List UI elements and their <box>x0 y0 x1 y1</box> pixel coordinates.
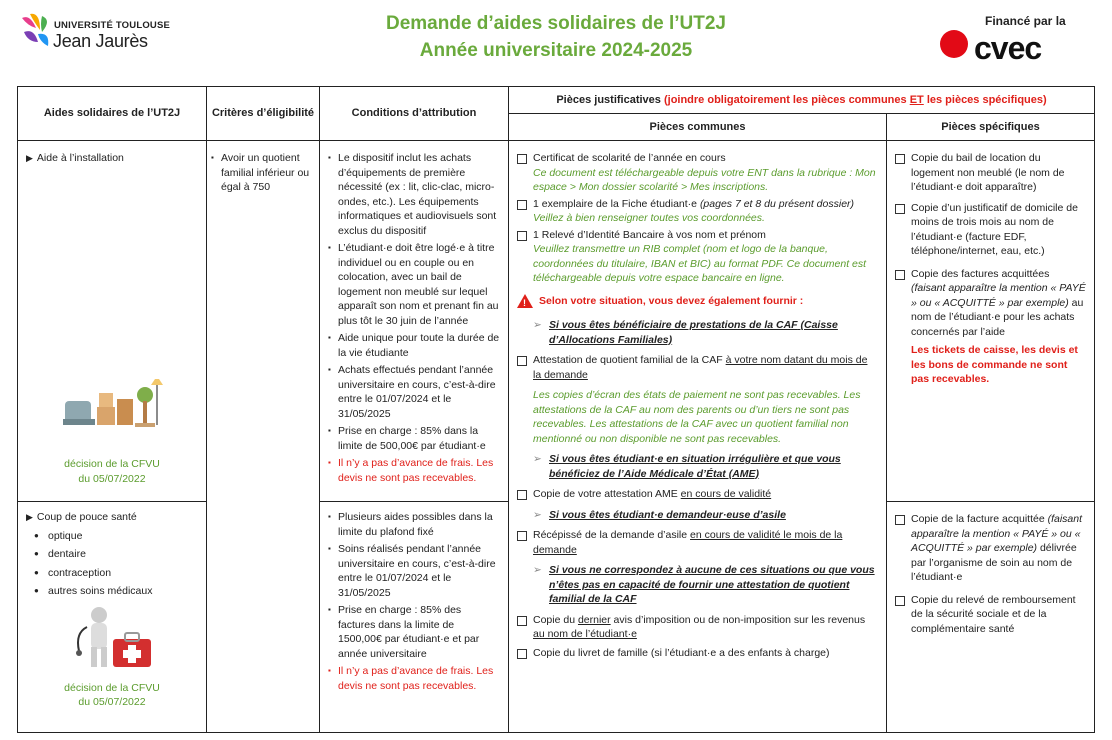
logo-line-2: Jean Jaurès <box>53 31 148 51</box>
condition-item: ▪ Prise en charge : 85% dans la limite de 500,00€ par étudiant·e <box>328 424 500 453</box>
piece-bail[interactable]: Copie du bail de location du logement non meublé (le nom de l’étudiant·e doit apparaître) <box>895 151 1086 195</box>
checkbox-icon[interactable] <box>895 515 905 525</box>
decision-cfvu-1: décision de la CFVU du 05/07/2022 <box>64 458 160 485</box>
condition-warning: ▪ Il n’y a pas d’avance de frais. Les devis ne sont pas recevables. <box>328 664 500 693</box>
arrow-right-icon: ➢ <box>533 453 542 465</box>
sante-item: ● contraception <box>34 566 198 581</box>
checkbox-icon[interactable] <box>517 154 527 164</box>
piece-justificatif-domicile[interactable]: Copie d’un justificatif de domicile de moins de trois mois au nom de l’étudiant·e (facture EDF, téléphone/internet, eau, etc.) <box>895 201 1086 259</box>
checkbox-icon[interactable] <box>517 616 527 626</box>
university-logo[interactable] <box>20 10 180 54</box>
sante-item: ● optique <box>34 529 198 544</box>
header-specifiques: Pièces spécifiques <box>887 114 1095 141</box>
condition-item: ▪ Achats effectués pendant l’année universitaire en cours, c’est-à-dire entre le 01/07/2024 et le 31/05/2025 <box>328 363 500 421</box>
piece-asile[interactable]: Récépissé de la demande d’asile en cours de validité le mois de la demande <box>517 528 878 557</box>
checkbox-icon[interactable] <box>517 231 527 241</box>
condition-item: ▪ Aide unique pour toute la durée de la vie étudiante <box>328 331 500 360</box>
pieces-communes-cell <box>509 141 887 733</box>
no-situation: ➢ Si vous ne correspondez à aucune de ces situations ou que vous n’êtes pas en capacité de fournir une attestation de quotient familial de la CAF <box>533 564 875 605</box>
triangle-right-icon: ▶ <box>26 512 33 522</box>
header-pieces-note: (joindre obligatoirement les pièces communes ET les pièces spécifiques) <box>663 93 1047 106</box>
decision-cfvu-2: décision de la CFVU du 05/07/2022 <box>64 681 160 708</box>
header-communes: Pièces communes <box>509 114 887 141</box>
aide-installation-title: ▶ Aide à l’installation <box>26 152 124 164</box>
piece-ame[interactable]: Copie de votre attestation AME en cours de validité <box>517 487 878 502</box>
piece-fiche-etudiant[interactable]: 1 exemplaire de la Fiche étudiant·e (pages 7 et 8 du présent dossier) Veillez à bien renseigner toutes vos coordonnées. <box>517 197 878 226</box>
sante-item: ● autres soins médicaux <box>34 584 198 599</box>
piece-imposition[interactable]: Copie du dernier avis d’imposition ou de non-imposition sur les revenus au nom de l’étudiant·e <box>517 613 878 642</box>
piece-factures[interactable]: Copie des factures acquittées (faisant apparaître la mention « PAYÉ » ou « ACQUITTÉ » par exemple) au nom de l’étudiant·e pour les achats concernés par l’aide Les tickets de caisse, les devis et les bons de commande ne sont pas recevables. <box>895 267 1086 387</box>
condition-warning: ▪ Il n’y a pas d’avance de frais. Les devis ne sont pas recevables. <box>328 456 500 485</box>
checkbox-icon[interactable] <box>895 154 905 164</box>
checkbox-icon[interactable] <box>895 596 905 606</box>
aide-sante-title: ▶ Coup de pouce santé <box>26 511 137 523</box>
condition-item: ▪ L’étudiant·e doit être logé·e à titre individuel ou en couple ou en colocation, avec un bail de logement non meublé sur lequel apparaît son nom et prenant fin au plus tôt le 30 juin de l’année <box>328 241 500 328</box>
specifiques-installation-cell <box>887 141 1095 502</box>
checkbox-icon[interactable] <box>895 204 905 214</box>
aide-sante-cell <box>18 502 207 733</box>
cvec-logo[interactable] <box>940 12 1090 66</box>
aid-table <box>17 86 1095 733</box>
header-pieces-label: Pièces justificatives <box>556 93 661 106</box>
header-criteres: Critères d’éligibilité <box>207 87 320 141</box>
warning-icon: ! <box>517 294 533 308</box>
situation-warning: ! Selon votre situation, vous devez également fournir : <box>517 294 878 309</box>
funded-by-label: Financé par la <box>985 14 1066 28</box>
title-line-1: Demande d’aides solidaires de l’UT2J <box>385 13 726 34</box>
checkbox-icon[interactable] <box>517 490 527 500</box>
condition-item: ▪ Le dispositif inclut les achats d’équipements de première nécessité (ex : lit, clic-clac, micro-ondes, etc.). Les équipements informatiques et audiovisuels sont exclus du dispositif <box>328 151 500 238</box>
arrow-right-icon: ➢ <box>533 508 542 521</box>
piece-rib[interactable]: 1 Relevé d’Identité Bancaire à vos nom et prénom Veuillez transmettre un RIB complet (nom et logo de la banque, coordonnées du titulaire, IBAN et BIC) au format PDF. Ce document est téléchargeable depuis votre espace bancaire en ligne. <box>517 228 878 286</box>
arrow-right-icon: ➢ <box>533 564 542 576</box>
piece-releve-remboursement[interactable]: Copie du relevé de remboursement de la sécurité sociale et de la complémentaire santé <box>895 593 1086 637</box>
health-illustration <box>67 603 157 675</box>
checkbox-icon[interactable] <box>517 356 527 366</box>
aide-installation-cell <box>18 141 207 502</box>
condition-item: ▪ Soins réalisés pendant l’année universitaire en cours, c’est-à-dire entre le 01/07/2024 et le 31/05/2025 <box>328 542 500 600</box>
page-title <box>300 10 812 64</box>
critere-item: ▪ Avoir un quotient familial inférieur ou égal à 750 <box>211 151 313 195</box>
asylum-situation: ➢ Si vous êtes étudiant·e demandeur·euse d’asile <box>533 508 786 521</box>
cvec-wordmark: cvec <box>974 30 1042 66</box>
sante-item: ● dentaire <box>34 547 198 562</box>
header-conditions: Conditions d’attribution <box>320 87 509 141</box>
piece-livret-famille[interactable]: Copie du livret de famille (si l’étudiant·e a des enfants à charge) <box>517 646 878 661</box>
checkbox-icon[interactable] <box>517 200 527 210</box>
header-aides: Aides solidaires de l’UT2J <box>18 87 207 141</box>
triangle-right-icon: ▶ <box>26 153 33 163</box>
caf-situation: ➢ Si vous êtes bénéficiaire de prestations de la CAF (Caisse d’Allocations Familiales) <box>533 319 838 346</box>
cvec-dot-icon <box>940 30 968 58</box>
piece-quotient-caf[interactable]: Attestation de quotient familial de la CAF à votre nom datant du mois de la demande Les copies d’écran des états de paiement ne sont pas recevables. Les attestations de la CAF au nom des parents ou d’un tiers ne sont pas recevables. Les attestations de la CAF avec un quotient familial non mentionné ou non disponible ne sont pas recevables. <box>517 353 878 446</box>
condition-item: ▪ Plusieurs aides possibles dans la limite du plafond fixé <box>328 510 500 539</box>
critere-cell <box>207 141 320 733</box>
specifiques-sante-cell <box>887 502 1095 733</box>
conditions-sante-cell <box>320 502 509 733</box>
header-pieces <box>509 87 1095 114</box>
conditions-installation-cell <box>320 141 509 502</box>
arrow-right-icon: ➢ <box>533 319 542 331</box>
logo-line-1: UNIVERSITÉ TOULOUSE <box>54 20 171 31</box>
piece-certificat[interactable]: Certificat de scolarité de l’année en cours Ce document est téléchargeable depuis votre ENT dans la rubrique : Mon espace > Mon dossier scolarité > Mes inscriptions. <box>517 151 878 195</box>
document-header <box>0 0 1112 84</box>
factures-warning: Les tickets de caisse, les devis et les bons de commande ne sont pas recevables. <box>911 344 1078 385</box>
sante-list <box>34 529 198 599</box>
checkbox-icon[interactable] <box>895 270 905 280</box>
furniture-illustration <box>57 379 167 439</box>
checkbox-icon[interactable] <box>517 649 527 659</box>
checkbox-icon[interactable] <box>517 531 527 541</box>
piece-facture-acquittee[interactable]: Copie de la facture acquittée (faisant apparaître la mention « PAYÉ » ou « ACQUITTÉ » par exemple) délivrée par l’organisme de soin au nom de l’étudiant·e <box>895 512 1086 585</box>
irregular-situation: ➢ Si vous êtes étudiant·e en situation irrégulière et que vous bénéficiez de l’Aide Médicale d’État (AME) <box>533 453 841 480</box>
ut2j-logo-icon <box>20 12 54 48</box>
condition-item: ▪ Prise en charge : 85% des factures dans la limite de 1500,00€ par étudiant·e et par année universitaire <box>328 603 500 661</box>
title-line-2: Année universitaire 2024-2025 <box>419 40 693 61</box>
